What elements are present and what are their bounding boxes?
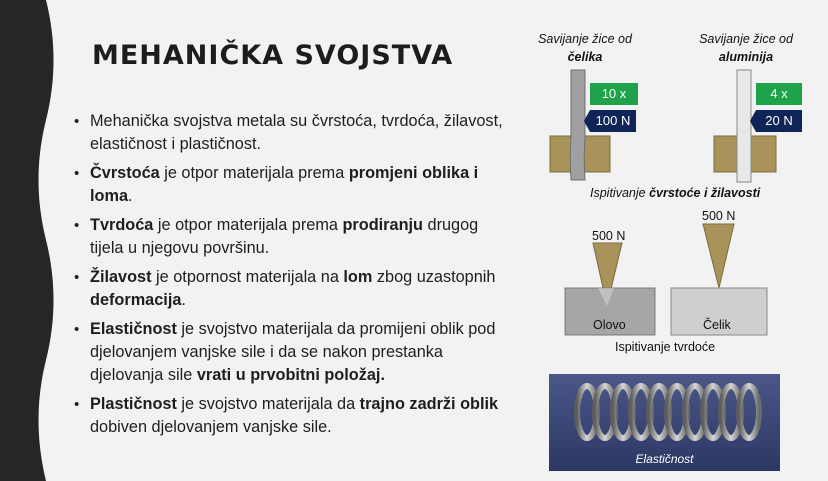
hardness-caption: Ispitivanje tvrdoće — [615, 340, 716, 354]
strength-caption-prefix: Ispitivanje — [590, 186, 650, 200]
alu-count-label: 4 x — [770, 86, 788, 101]
bullet-keyword: Tvrdoća — [90, 216, 154, 234]
bullet-keyword: deformacija — [90, 291, 182, 309]
bullet-keyword: promjeni oblika i loma — [90, 164, 479, 205]
alu-wire — [737, 70, 751, 182]
spring-image — [549, 374, 780, 471]
steel-bend-caption — [525, 32, 645, 64]
bullet-text: drugog tijela u njegovu površinu. — [90, 216, 479, 257]
strength-test-caption — [590, 186, 790, 200]
bullet-text: . — [181, 291, 186, 309]
steel-label: Čelik — [703, 318, 731, 332]
bullet-item — [74, 318, 504, 387]
alu-bend-line1: Savijanje žice od — [699, 32, 793, 46]
bullet-keyword: Čvrstoća — [90, 164, 160, 182]
bullet-keyword: Plastičnost — [90, 395, 177, 413]
page-title: MEHANIČKA SVOJSTVA — [92, 40, 454, 71]
bullet-keyword: Žilavost — [90, 268, 152, 286]
steel-wire — [570, 70, 585, 180]
bullet-keyword: Elastičnost — [90, 320, 177, 338]
steel-bend-line2: čelika — [567, 50, 603, 64]
bullet-keyword: trajno zadrži oblik — [359, 395, 499, 413]
bullet-list — [74, 110, 504, 445]
bullet-item — [74, 266, 504, 312]
bullet-item — [74, 162, 504, 208]
bullet-text: dobiven djelovanjem vanjske sile. — [90, 418, 332, 436]
left-force-label: 500 N — [592, 229, 626, 243]
bullet-text: Mehanička svojstva metala su čvrstoća, tvrdoća, žilavost, elastičnost i plastičnost. — [90, 112, 503, 153]
bullet-keyword: lom — [343, 268, 373, 286]
strength-caption-bold: čvrstoće i žilavosti — [649, 186, 761, 200]
bullet-text: zbog uzastopnih — [372, 268, 496, 286]
bullet-text: je otpor materijala prema — [153, 216, 343, 234]
bullet-text: je svojstvo materijala da — [176, 395, 360, 413]
bullet-keyword: vrati u prvobitni položaj. — [196, 366, 385, 384]
steel-force-label: 100 N — [595, 113, 631, 128]
bullet-text: je otpornost materijala na — [151, 268, 344, 286]
spring-caption: Elastičnost — [635, 452, 694, 466]
bullet-text: . — [128, 187, 133, 205]
bullet-item — [74, 110, 504, 156]
decorative-band — [0, 0, 60, 481]
lead-label: Olovo — [593, 318, 626, 332]
bullet-text: je svojstvo materijala da promijeni oblik pod djelovanjem vanjske sile i da se nakon prestanka djelovanja sile — [90, 320, 496, 384]
bullet-keyword: prodiranju — [342, 216, 423, 234]
bullet-text: je otpor materijala prema — [159, 164, 349, 182]
alu-bend-caption — [686, 32, 806, 64]
bullet-item — [74, 214, 504, 260]
steel-bend-line1: Savijanje žice od — [538, 32, 632, 46]
right-indenter — [703, 224, 734, 288]
steel-count-label: 10 x — [601, 86, 627, 101]
right-force-label: 500 N — [702, 209, 736, 223]
bullet-item — [74, 393, 504, 439]
alu-bend-line2: aluminija — [718, 50, 774, 64]
alu-force-label: 20 N — [765, 113, 793, 128]
